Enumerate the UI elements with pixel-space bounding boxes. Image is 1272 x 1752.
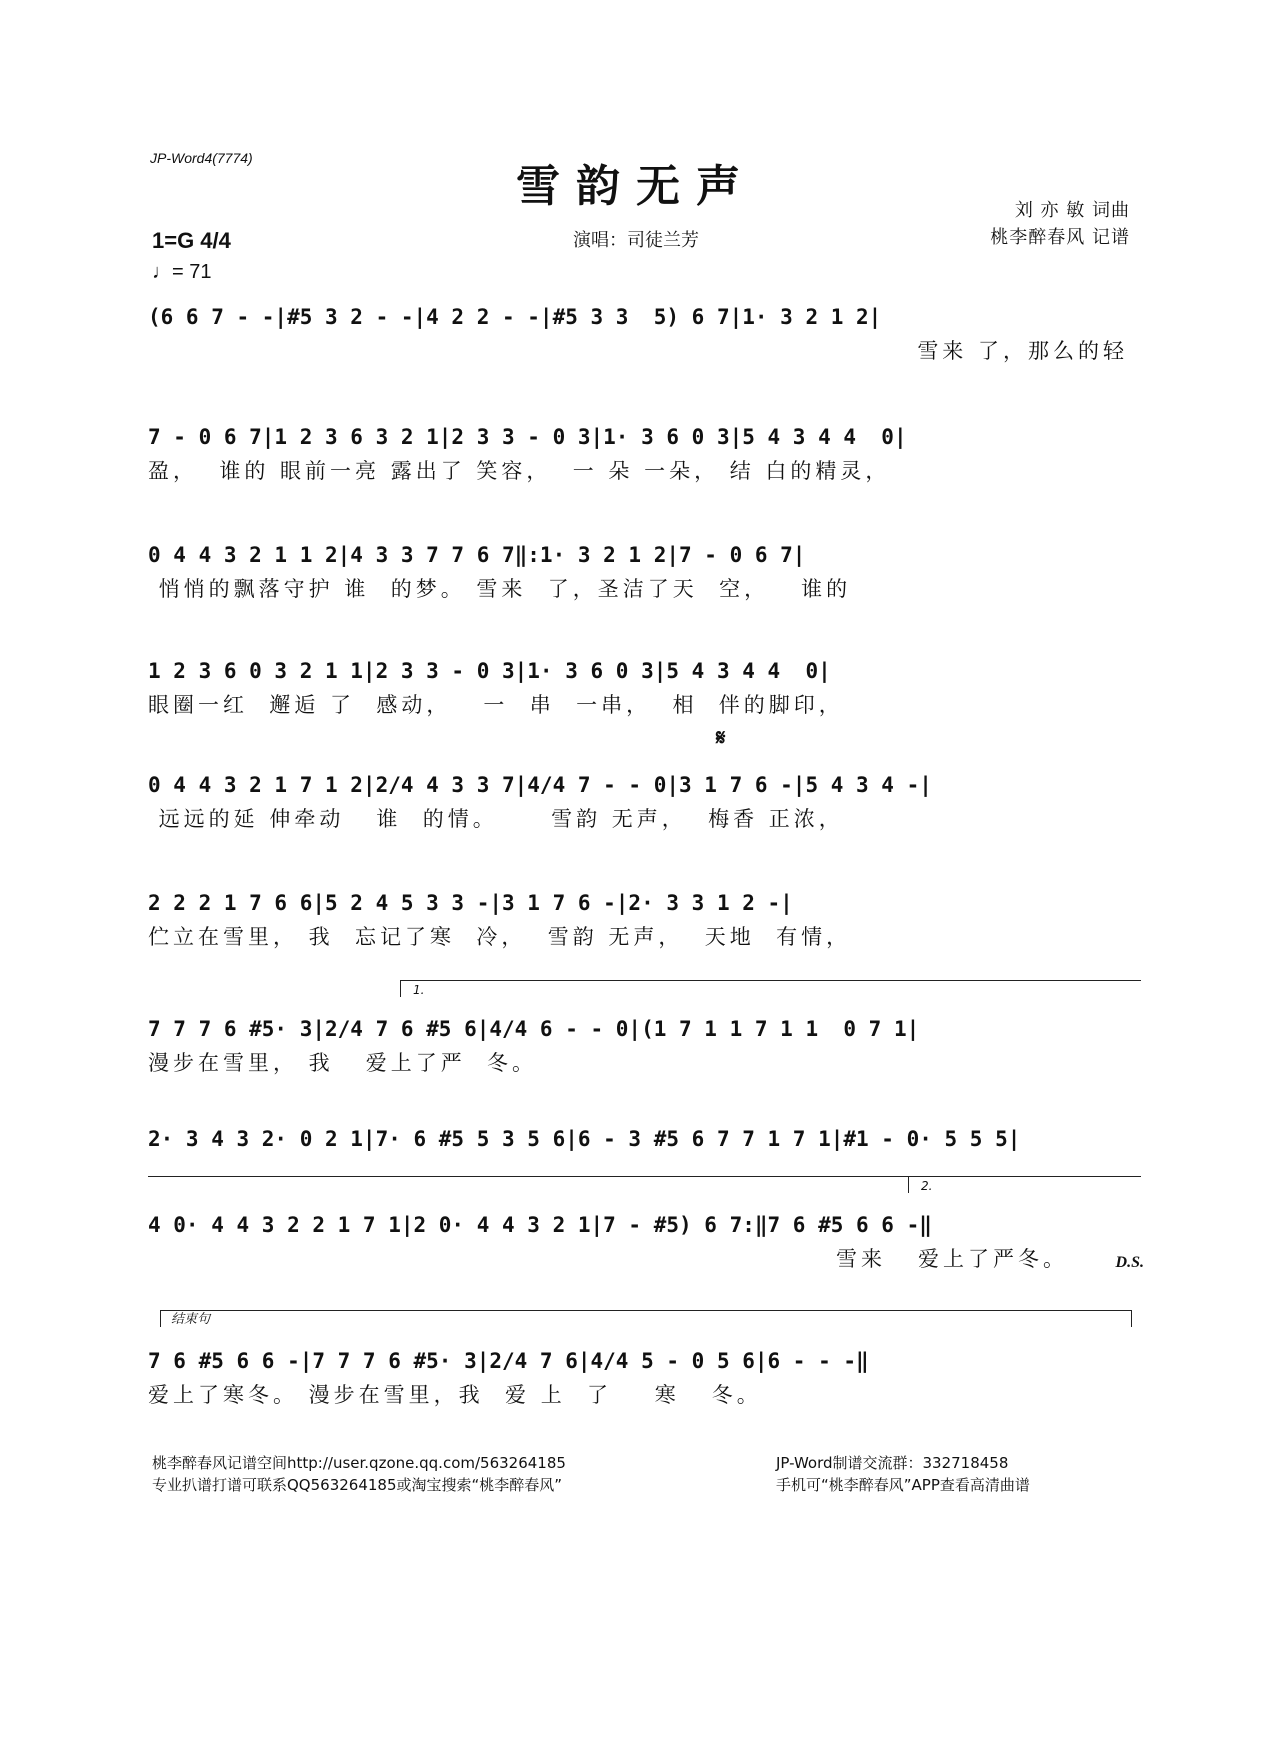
footer-app: 手机可“桃李醉春风”APP查看高清曲谱 <box>776 1476 1030 1494</box>
footer-left <box>152 1452 566 1496</box>
volta-bracket-1: 1. <box>400 980 1141 997</box>
system-2 <box>148 420 1128 486</box>
key-signature: 1=G 4/4 <box>152 228 231 253</box>
segno-sign: 𝄋 <box>716 726 726 751</box>
system-4 <box>148 654 1128 720</box>
system-3 <box>148 538 1128 604</box>
source-tag: JP-Word4(7774) <box>150 150 253 166</box>
notation-line: 1 2 3 6 0 3 2 1 1|2 3 3 - 0 3|1· 3 6 0 3|5 4 3 4 4 0| <box>148 659 831 683</box>
singer: 演唱：司徒兰芳 <box>573 230 699 251</box>
lyric-line: 爱上了寒冬。 漫步在雪里，我 爱 上 了 寒 冬。 <box>148 1383 762 1407</box>
tempo-marking: ♩= 71 <box>152 261 212 283</box>
credit-lyrics-music: 刘 亦 敏 词曲 <box>1014 200 1130 221</box>
lyric-line: 雪来 了，那么的轻 <box>917 339 1128 363</box>
coda-bracket: 结束句 <box>160 1310 1132 1327</box>
notation-line: 2 2 2 1 7 6 6|5 2 4 5 3 3 -|3 1 7 6 -|2· 3 3 1 2 -| <box>148 891 793 915</box>
footer-right <box>776 1452 1030 1496</box>
song-title: 雪韵无声 <box>516 161 756 212</box>
system-5 <box>148 768 1128 834</box>
lyric-line: 悄悄的飘落守护 谁 的梦。 雪来 了，圣洁了天 空， 谁的 <box>148 577 852 601</box>
footer-website: 桃李醉春风记谱空间http://user.qzone.qq.com/563264185 <box>152 1454 566 1472</box>
lyric-line: 漫步在雪里， 我 爱上了严 冬。 <box>148 1051 538 1075</box>
footer-contact: 专业扒谱打谱可联系QQ563264185或淘宝搜索“桃李醉春风” <box>152 1476 563 1494</box>
notation-line: 7 - 0 6 7|1 2 3 6 3 2 1|2 3 3 - 0 3|1· 3 6 0 3|5 4 3 4 4 0| <box>148 425 907 449</box>
lyric-line: 远远的延 伸牵动 谁 的情。 雪韵 无声， 梅香 正浓， <box>148 807 844 831</box>
lyric-line: 眼圈一红 邂逅 了 感动， 一 串 一串， 相 伴的脚印， <box>148 693 844 717</box>
system-9 <box>148 1208 1128 1274</box>
dal-segno: D.S. <box>1115 1254 1144 1271</box>
notation-line: 2· 3 4 3 2· 0 2 1|7· 6 #5 5 3 5 6|6 - 3 #5 6 7 7 1 7 1|#1 - 0· 5 5 5| <box>148 1127 1021 1151</box>
notation-line: 0 4 4 3 2 1 7 1 2|2/4 4 3 3 7|4/4 7 - - 0|3 1 7 6 -|5 4 3 4 -| <box>148 773 932 797</box>
notation-line: (6 6 7 - -|#5 3 2 - -|4 2 2 - -|#5 3 3 5) 6 7|1· 3 2 1 2| <box>148 305 882 329</box>
volta-bracket-2: 2. <box>908 1176 1141 1193</box>
credit-transcriber: 桃李醉春风 记谱 <box>990 227 1130 248</box>
system-6 <box>148 886 1128 952</box>
system-7 <box>148 1012 1128 1078</box>
notation-line: 4 0· 4 4 3 2 2 1 7 1|2 0· 4 4 3 2 1|7 - #5) 6 7:‖7 6 #5 6 6 -‖ <box>148 1213 932 1237</box>
lyric-line: 伫立在雪里， 我 忘记了寒 冷， 雪韵 无声， 天地 有情， <box>148 925 852 949</box>
notation-line: 7 6 #5 6 6 -|7 7 7 6 #5· 3|2/4 7 6|4/4 5 - 0 5 6|6 - - -‖ <box>148 1349 869 1373</box>
lyric-line: 雪来 爱上了严冬。 <box>835 1247 1068 1271</box>
system-1 <box>148 300 1128 366</box>
footer-group: JP-Word制谱交流群：332718458 <box>776 1454 1009 1472</box>
notation-line: 7 7 7 6 #5· 3|2/4 7 6 #5 6|4/4 6 - - 0|(1 7 1 1 7 1 1 0 7 1| <box>148 1017 920 1041</box>
lyric-line: 盈， 谁的 眼前一亮 露出了 笑容， 一 朵 一朵， 结 白的精灵， <box>148 459 891 483</box>
system-10 <box>148 1344 1128 1410</box>
volta-1-continuation <box>148 1176 914 1193</box>
notation-line: 0 4 4 3 2 1 1 2|4 3 3 7 7 6 7‖:1· 3 2 1 2|7 - 0 6 7| <box>148 543 806 567</box>
